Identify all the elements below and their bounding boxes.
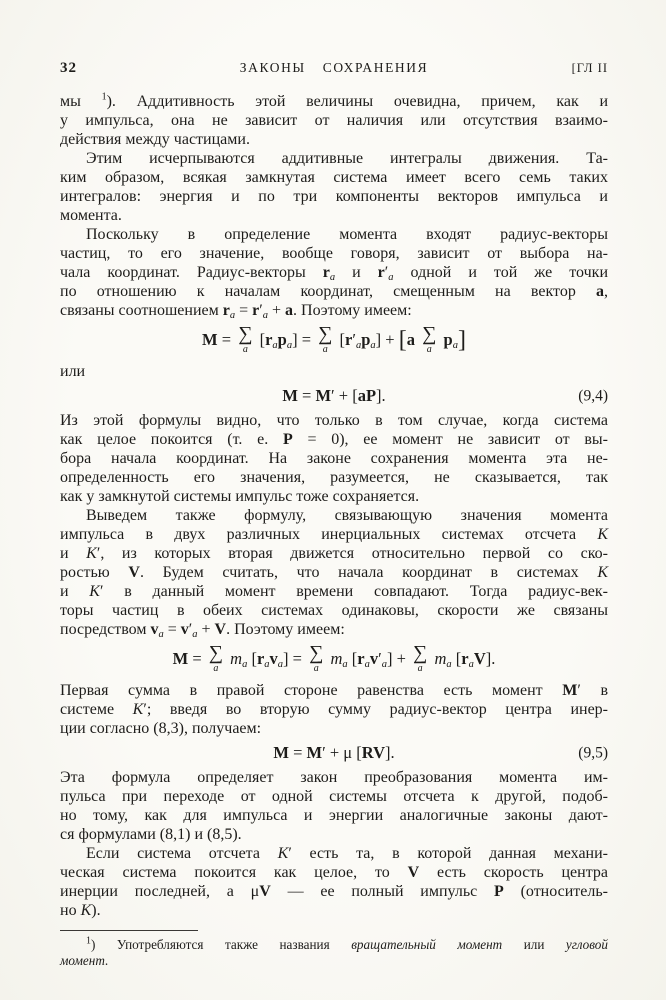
text-line: бора начала координат. На законе сохранения момента эта не- xyxy=(60,450,608,468)
sum-icon: ∑ a xyxy=(422,323,437,355)
connector-line: или xyxy=(60,363,86,380)
text-line: как у замкнутой системы импульс тоже сохраняется. xyxy=(60,488,420,506)
formula-number: (9,4) xyxy=(578,387,608,405)
text-line: Эта формула определяет закон преобразования момента им- xyxy=(60,769,608,787)
text-line: интегралов: энергия и по три компоненты векторов импульса и xyxy=(60,188,608,205)
formula-body: M = M′ + [aP]. xyxy=(282,386,386,405)
text-line: ции согласно (8,3), получаем: xyxy=(60,720,262,738)
text-line: ческая система покоится как целое, то V есть скорость центра xyxy=(60,864,608,882)
text-line: связаны соотношением $r_a = r'_a + a$. Поэтому имеем: xyxy=(60,302,412,321)
footnote-line: $^1$) Употребляются также названия вращательный момент или угловой xyxy=(86,935,608,953)
formula xyxy=(60,323,608,356)
formula xyxy=(60,744,608,762)
footnote-line: момент. xyxy=(60,953,109,969)
text-line: но K). xyxy=(60,902,101,920)
text-line: но тому, как для импульса и энергии аналогичные законы дают- xyxy=(60,807,608,825)
running-title: ЗАКОНЫ СОХРАНЕНИЯ xyxy=(239,60,429,75)
text-line: Из этой формулы видно, что только в том случае, когда система xyxy=(60,412,608,430)
formula-body: M = ∑ a $m_a$ $[r_av_a]$ = ∑ a $m_a$ $[r_av'_a]$ + ∑ a $m_a$ $[r_aV]$. xyxy=(172,642,496,675)
text-line: мы $^1$). Аддитивность этой величины очевидна, причем, как и xyxy=(60,91,609,110)
paragraph xyxy=(60,92,608,149)
text-line: импульса в двух различных инерциальных системах отсчета K xyxy=(60,526,608,544)
text-line: инерции последней, а μV — ее полный импульс P (относитель- xyxy=(60,883,609,901)
text-line: ким образом, всякая замкнутая система имеет всего семь таких xyxy=(60,169,608,186)
text-line: системе K′; введя во вторую сумму радиус-вектор центра инер- xyxy=(60,701,608,719)
text-line: действия между частицами. xyxy=(60,131,250,148)
text-line: по отношению к началам координат, смещенным на вектор a, xyxy=(60,283,608,300)
paragraph xyxy=(60,506,608,639)
footnote-rule xyxy=(60,930,198,931)
text-line: ростью V. Будем считать, что начала координат в системах K xyxy=(60,564,609,582)
text-line: посредством $v_a = v'_a + V$. Поэтому имеем: xyxy=(60,621,345,641)
paragraph xyxy=(60,681,608,738)
formula-number: (9,5) xyxy=(578,744,608,762)
formula xyxy=(60,642,608,675)
sum-icon: ∑ a xyxy=(309,642,324,675)
sum-icon: ∑ a xyxy=(413,642,428,675)
text-line: торы частиц в обеих системах одинаковы, скорости же связаны xyxy=(60,602,608,620)
text-line: Если система отсчета K′ есть та, в которой данная механи- xyxy=(86,845,609,863)
paragraph xyxy=(60,844,608,920)
page-number: 32 xyxy=(60,60,77,76)
text-line: чала координат. Радиус-векторы $r_a$ и $r'_a$ одной и той же точки xyxy=(60,264,608,283)
text-line: как целое покоится (т. е. P = 0), ее момент не зависит от вы- xyxy=(60,431,608,449)
text-line: и K′, из которых вторая движется относительно первой со ско- xyxy=(60,545,608,563)
body-content xyxy=(60,92,608,969)
formula xyxy=(60,387,608,405)
footnote xyxy=(60,930,608,969)
text-line: и K′ в данный момент времени совпадают. Тогда радиус-век- xyxy=(60,583,608,601)
text-line: определенность его значения, разумеется, не сказывается, так xyxy=(60,469,608,487)
formula-body: M = M′ + μ [RV]. xyxy=(273,743,395,763)
text-line: момента. xyxy=(60,207,122,224)
text-line: Этим исчерпываются аддитивные интегралы движения. Та- xyxy=(86,150,608,167)
text-line: частиц, то его значение, вообще говоря, зависит от выбора на- xyxy=(60,245,608,262)
text-line: Первая сумма в правой стороне равенства есть момент M′ в xyxy=(60,682,608,700)
text-line: Поскольку в определение момента входят радиус-векторы xyxy=(86,226,608,243)
text-line: Выведем также формулу, связывающую значения момента xyxy=(86,507,608,525)
sum-icon: ∑ a xyxy=(318,323,333,355)
formula-body: M = ∑ a $[r_ap_a]$ = ∑ a $[r'_ap_a] + [a$ ∑ a $p_a$] xyxy=(202,323,466,355)
sum-icon: ∑ a xyxy=(238,323,253,355)
chapter-label: [ГЛ II xyxy=(571,61,608,75)
paragraph xyxy=(60,768,608,844)
text-line: пульса при переходе от одной системы отсчета к другой, подоб- xyxy=(60,788,608,806)
paragraph xyxy=(60,149,608,225)
text-line: ся формулами (8,1) и (8,5). xyxy=(60,826,242,844)
paragraph xyxy=(60,225,608,320)
page-header xyxy=(60,60,608,77)
sum-icon: ∑ a xyxy=(208,642,224,675)
text-line: у импульса, она не зависит от наличия или отсутствия взаимо- xyxy=(60,112,608,129)
paragraph xyxy=(60,411,608,506)
